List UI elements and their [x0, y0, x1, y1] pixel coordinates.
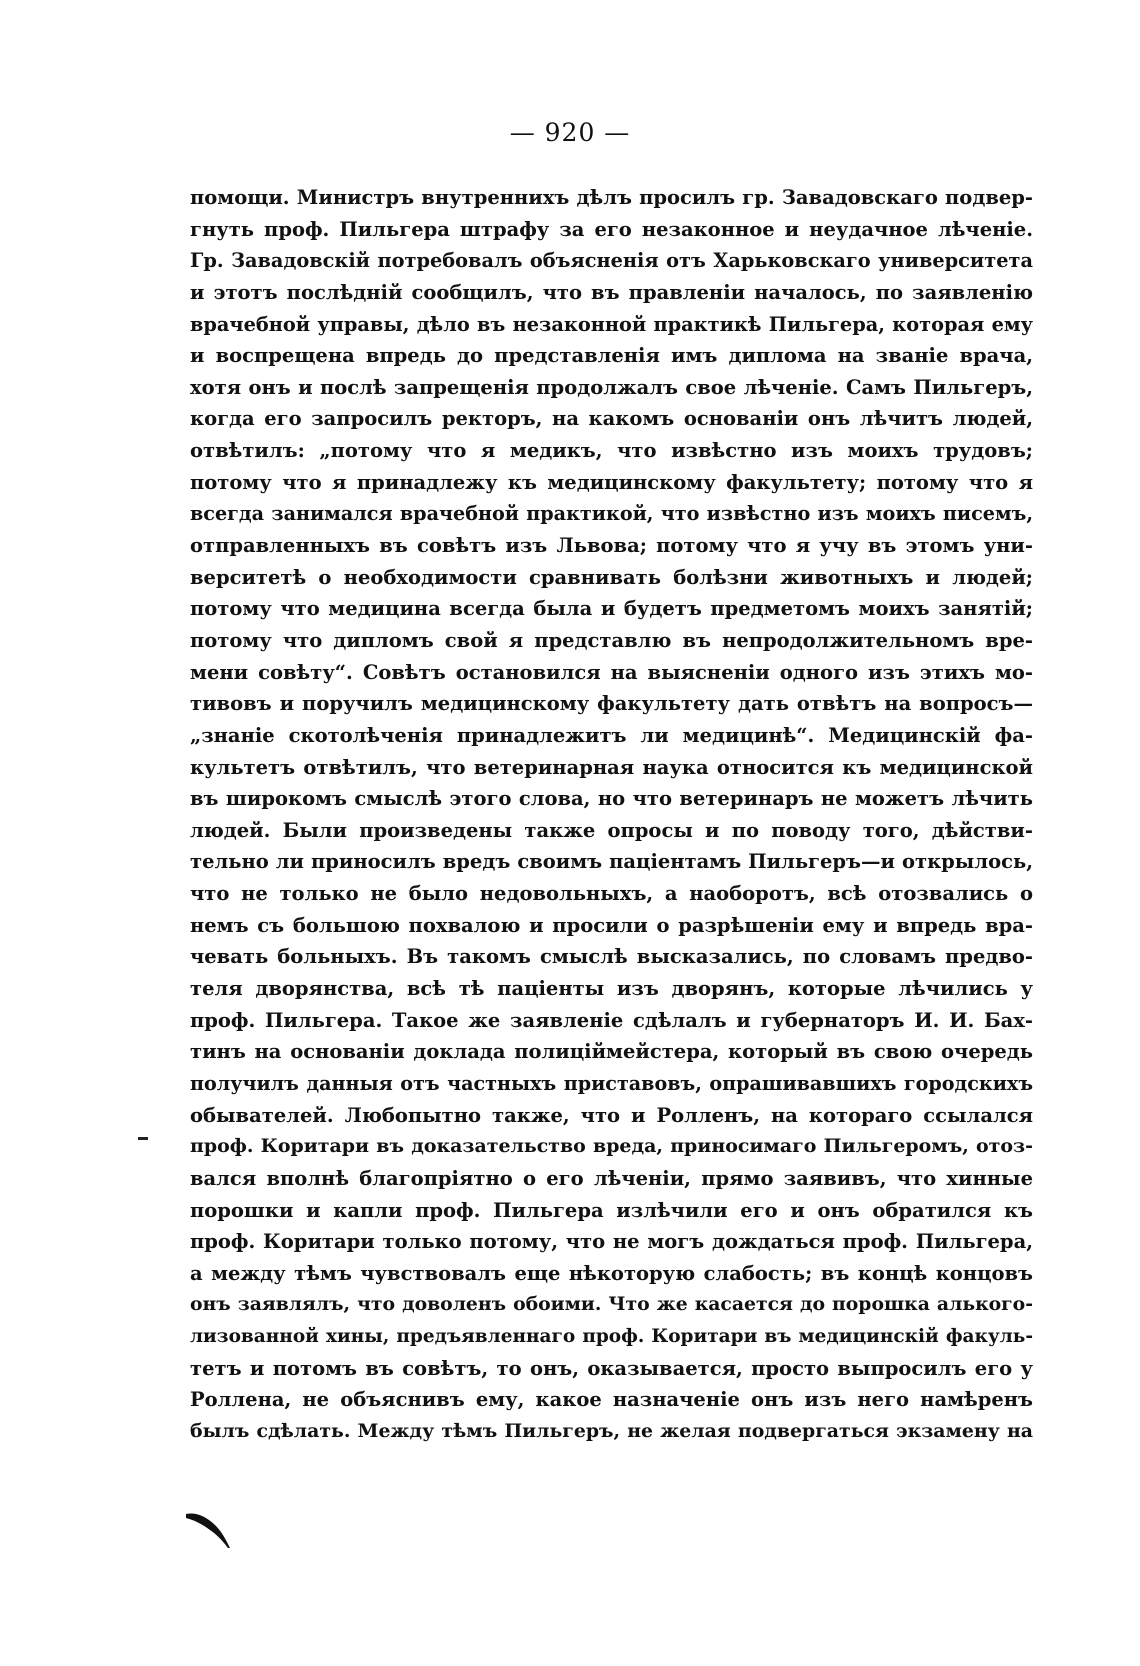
text-line: культетъ отвѣтилъ, что ветеринарная наука относится къ медицинской — [190, 755, 1033, 779]
text-line: потому что дипломъ свой я представлю въ непродолжительномъ вре- — [190, 628, 1033, 652]
text-line: отвѣтилъ: „потому что я медикъ, что извѣстно изъ моихъ трудовъ; — [190, 439, 1033, 463]
text-line: врачебной управы, дѣло въ незаконной практикѣ Пильгера, которая ему — [190, 312, 1033, 336]
body-text — [190, 182, 1033, 1448]
text-line: проф. Коритари въ доказательство вреда, приносимаго Пильгеромъ, отоз- — [190, 1135, 1033, 1158]
text-line: когда его запросилъ ректоръ, на какомъ основаніи онъ лѣчитъ людей, — [190, 407, 1033, 431]
text-line: тинъ на основаніи доклада полиціймейстера, который въ свою очередь — [190, 1040, 1033, 1064]
text-line: всегда занимался врачебной практикой, что извѣстно изъ моихъ писемъ, — [190, 502, 1033, 526]
text-line: Гр. Завадовскій потребовалъ объясненія отъ Харьковскаго университета — [190, 249, 1033, 273]
text-line: верситетѣ о необходимости сравнивать болѣзни животныхъ и людей; — [190, 565, 1033, 589]
text-line: людей. Были произведены также опросы и по поводу того, дѣйстви- — [190, 818, 1033, 842]
margin-mark — [138, 1137, 148, 1140]
text-line: тетъ и потомъ въ совѣтъ, то онъ, оказывается, просто выпросилъ его у — [190, 1356, 1033, 1380]
text-line: отправленныхъ въ совѣтъ изъ Львова; потому что я учу въ этомъ уни- — [190, 534, 1033, 558]
text-line: вался вполнѣ благопріятно о его лѣченіи, прямо заявивъ, что хинные — [190, 1166, 1033, 1190]
text-line: теля дворянства, всѣ тѣ паціенты изъ дворянъ, которые лѣчились у — [190, 977, 1033, 1001]
text-line: потому что я принадлежу къ медицинскому факультету; потому что я — [190, 470, 1033, 494]
text-line: немъ съ большою похвалою и просили о разрѣшеніи ему и впредь вра- — [190, 913, 1033, 937]
text-line: былъ сдѣлать. Между тѣмъ Пильгеръ, не желая подвергаться экзамену на — [190, 1419, 1033, 1442]
text-line: онъ заявлялъ, что доволенъ обоими. Что же касается до порошка алького- — [190, 1293, 1033, 1316]
text-line: что не только не было недовольныхъ, а наоборотъ, всѣ отозвались о — [190, 882, 1033, 906]
text-line: въ широкомъ смыслѣ этого слова, но что ветеринаръ не можетъ лѣчить — [190, 787, 1033, 811]
text-line: чевать больныхъ. Въ такомъ смыслѣ высказались, по словамъ предво- — [190, 945, 1033, 969]
page-number: — 920 — — [509, 118, 631, 147]
text-line: лизованной хины, предъявленнаго проф. Коритари въ медицинскій факуль- — [190, 1326, 1033, 1348]
text-line: проф. Коритари только потому, что не могъ дождаться проф. Пильгера, — [190, 1230, 1033, 1254]
text-line: проф. Пильгера. Такое же заявленіе сдѣлалъ и губернаторъ И. И. Бах- — [190, 1008, 1033, 1032]
text-line: хотя онъ и послѣ запрещенія продолжалъ свое лѣченіе. Самъ Пильгеръ, — [190, 375, 1033, 399]
text-line: гнуть проф. Пильгера штрафу за его незаконное и неудачное лѣченіе. — [190, 217, 1033, 241]
text-line: порошки и капли проф. Пильгера излѣчили его и онъ обратился къ — [190, 1198, 1033, 1222]
text-line: и воспрещена впредь до представленія имъ диплома на званіе врача, — [190, 344, 1033, 368]
text-line: обывателей. Любопытно также, что и Ролленъ, на котораго ссылался — [190, 1103, 1033, 1127]
text-line: получилъ данныя отъ частныхъ приставовъ, опрашивавшихъ городскихъ — [190, 1071, 1033, 1095]
text-line: потому что медицина всегда была и будетъ предметомъ моихъ занятій; — [190, 597, 1033, 621]
text-line: „знаніе скотолѣченія принадлежитъ ли медицинѣ“. Медицинскій фа- — [190, 723, 1033, 747]
text-line: мени совѣту“. Совѣтъ остановился на выясненіи одного изъ этихъ мо- — [190, 660, 1033, 684]
scan-artifact-mark — [186, 1512, 236, 1552]
text-line: помощи. Министръ внутреннихъ дѣлъ просилъ гр. Завадовскаго подвер- — [190, 186, 1033, 209]
text-line: тивовъ и поручилъ медицинскому факультету дать отвѣтъ на вопросъ— — [190, 692, 1033, 716]
text-line: и этотъ послѣдній сообщилъ, что въ правленіи началось, по заявленію — [190, 280, 1033, 304]
text-line: а между тѣмъ чувствовалъ еще нѣкоторую слабость; въ концѣ концовъ — [190, 1261, 1033, 1285]
text-line: Роллена, не объяснивъ ему, какое назначеніе онъ изъ него намѣренъ — [190, 1388, 1033, 1412]
text-line: тельно ли приносилъ вредъ своимъ паціентамъ Пильгеръ—и открылось, — [190, 850, 1033, 874]
